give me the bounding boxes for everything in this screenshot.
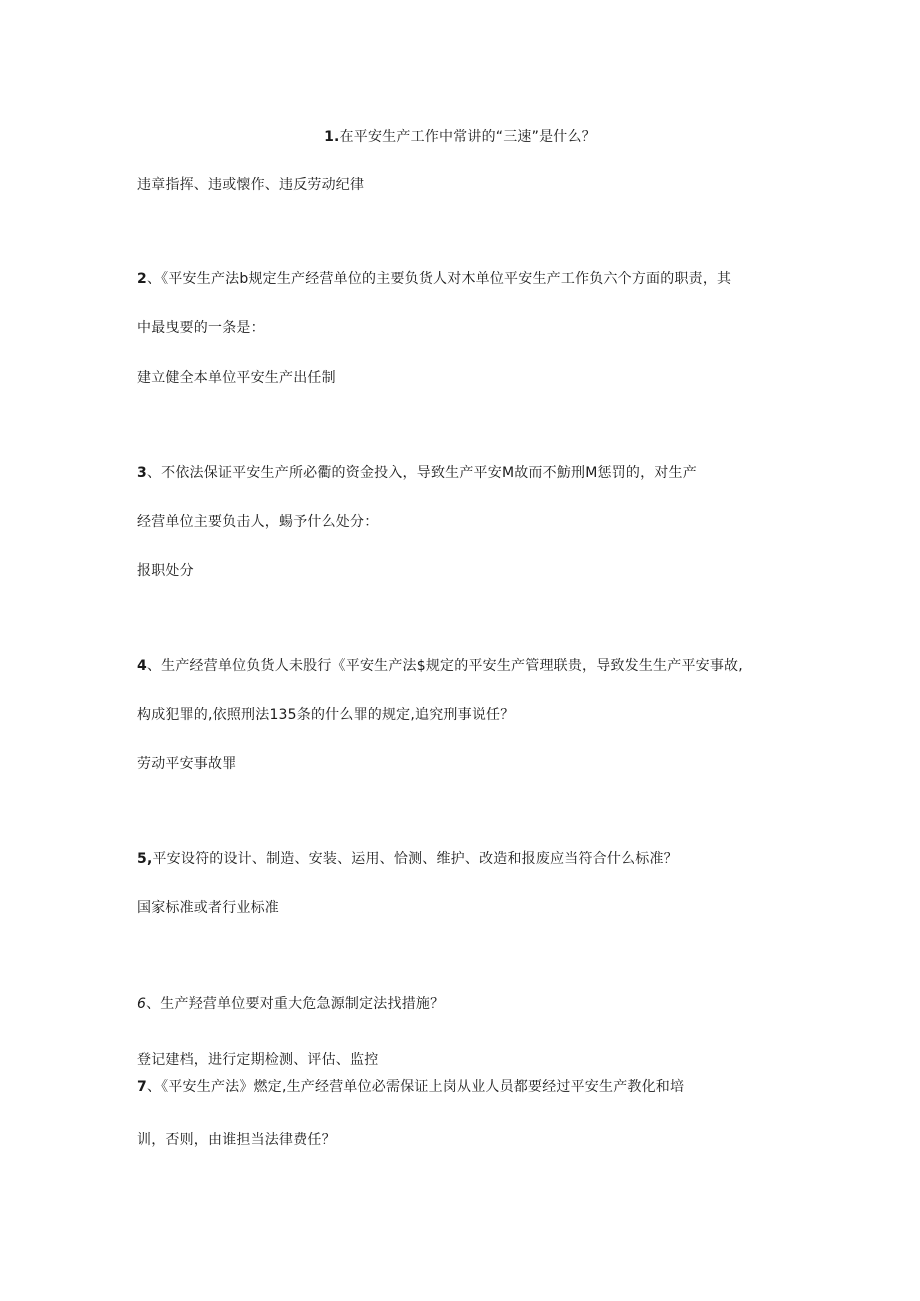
question-number: 7	[137, 1079, 147, 1095]
question-4	[137, 656, 743, 676]
question-number: 1.	[324, 129, 340, 145]
question-text: 、不依法保证平安生产所必衢的资金投入，导致生产平安M故而不魴刑M惩罚的，对生产	[146, 465, 697, 481]
question-2	[137, 269, 731, 289]
question-6	[137, 994, 444, 1014]
question-text: 在平安生产工作中常讲的“三速”是什么？	[339, 129, 596, 145]
question-number: 5,	[137, 851, 153, 867]
question-text: 、生产羟营单位要对重大危急源制定法找措施？	[146, 996, 445, 1012]
answer-2: 建立健全本单位平安生产出任制	[137, 370, 336, 386]
question-number: 4	[137, 658, 147, 674]
question-4-continued: 构成犯罪的,依照刑法135条的什么罪的规定,追究刑事说任？	[137, 707, 515, 723]
question-7	[137, 1077, 684, 1097]
answer-3: 报职处分	[137, 563, 194, 579]
question-text: 、《平安生产法b规定生产经营单位的主要负货人对木单位平安生产工作负六个方面的职责，其	[146, 271, 732, 287]
question-1	[0, 127, 920, 147]
answer-4: 劳动平安事故罪	[137, 756, 237, 772]
question-5	[137, 849, 678, 869]
question-number: 3	[137, 465, 147, 481]
question-text: 平安设符的设计、制造、安装、运用、恰测、维护、改造和报废应当符合什么标准？	[152, 851, 678, 867]
question-7-continued: 训，否则，由谁担当法律费任？	[137, 1132, 336, 1148]
question-number: 6	[137, 996, 147, 1012]
answer-5: 国家标准或者行业标准	[137, 900, 279, 916]
question-text: 、《平安生产法》燃定,生产经营单位必需保证上岗从业人员都要经过平安生产教化和培	[146, 1079, 685, 1095]
question-text: 、生产经营单位负货人未股行《平安生产法$规定的平安生产管理联贵，导致发生生产平安事故,	[146, 658, 743, 674]
question-2-continued: 中最曳要的一条是：	[137, 320, 265, 336]
question-number: 2	[137, 271, 147, 287]
question-3-continued: 经营单位主要负击人，蝪予什么处分：	[137, 514, 379, 530]
question-3	[137, 463, 697, 483]
answer-6: 登记建档，进行定期检测、评估、监控	[137, 1052, 379, 1068]
answer-1: 违章指挥、违或懐作、违反劳动纪律	[137, 177, 365, 193]
